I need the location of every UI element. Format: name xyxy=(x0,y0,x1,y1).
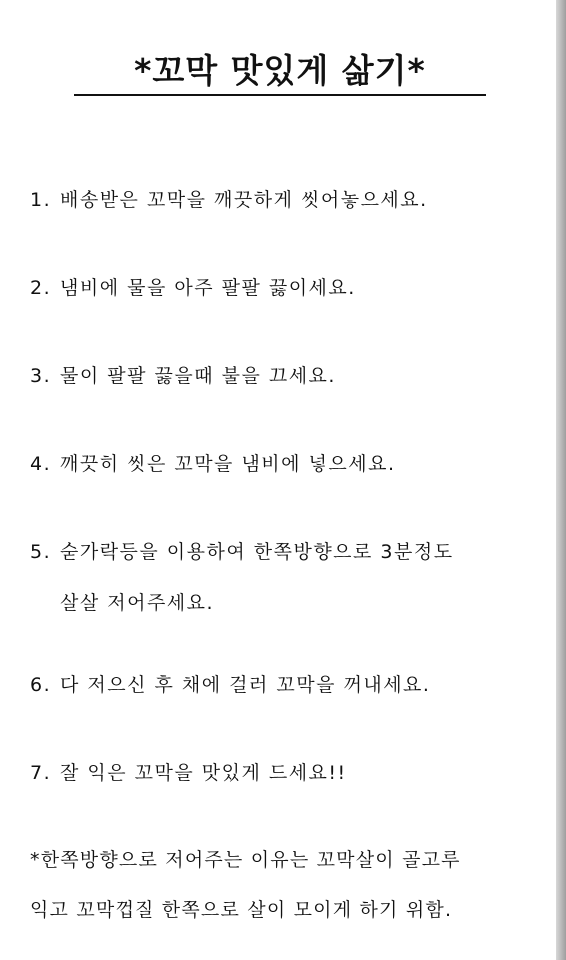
step-text: 물이 팔팔 끓을때 불을 끄세요. xyxy=(60,365,336,387)
footnote-line-1: *한쪽방향으로 저어주는 이유는 꼬막살이 골고루 xyxy=(30,849,461,871)
step-text: 잘 익은 꼬막을 맛있게 드세요!! xyxy=(60,762,347,784)
step-number: 6. xyxy=(30,674,52,696)
step-text: 깨끗히 씻은 꼬막을 냄비에 넣으세요. xyxy=(60,453,396,475)
step-continuation: 살살 저어주세요. xyxy=(60,592,215,614)
step-text: 배송받은 꼬막을 깨끗하게 씻어놓으세요. xyxy=(60,189,428,211)
step-number: 5. xyxy=(30,541,52,563)
step-number: 7. xyxy=(30,762,52,784)
step-4 xyxy=(30,451,530,477)
step-number: 3. xyxy=(30,365,52,387)
footnote-line-2: 익고 꼬막껍질 한쪽으로 살이 모이게 하기 위함. xyxy=(30,899,453,921)
step-2 xyxy=(30,275,530,301)
step-7 xyxy=(30,760,530,786)
step-5 xyxy=(30,539,530,616)
step-text: 숟가락등을 이용하여 한쪽방향으로 3분정도 xyxy=(60,541,454,563)
step-number: 2. xyxy=(30,277,52,299)
step-text: 다 저으신 후 채에 걸러 꼬막을 꺼내세요. xyxy=(60,674,431,696)
footnote xyxy=(30,847,540,923)
step-number: 1. xyxy=(30,189,52,211)
title-underline xyxy=(74,94,486,96)
step-number: 4. xyxy=(30,453,52,475)
page-title: *꼬막 맛있게 삶기* xyxy=(134,51,426,90)
step-1 xyxy=(30,187,530,213)
step-3 xyxy=(30,363,530,389)
step-text: 냄비에 물을 아주 팔팔 끓이세요. xyxy=(60,277,356,299)
page-edge-shadow xyxy=(556,0,566,960)
step-6 xyxy=(30,672,530,698)
